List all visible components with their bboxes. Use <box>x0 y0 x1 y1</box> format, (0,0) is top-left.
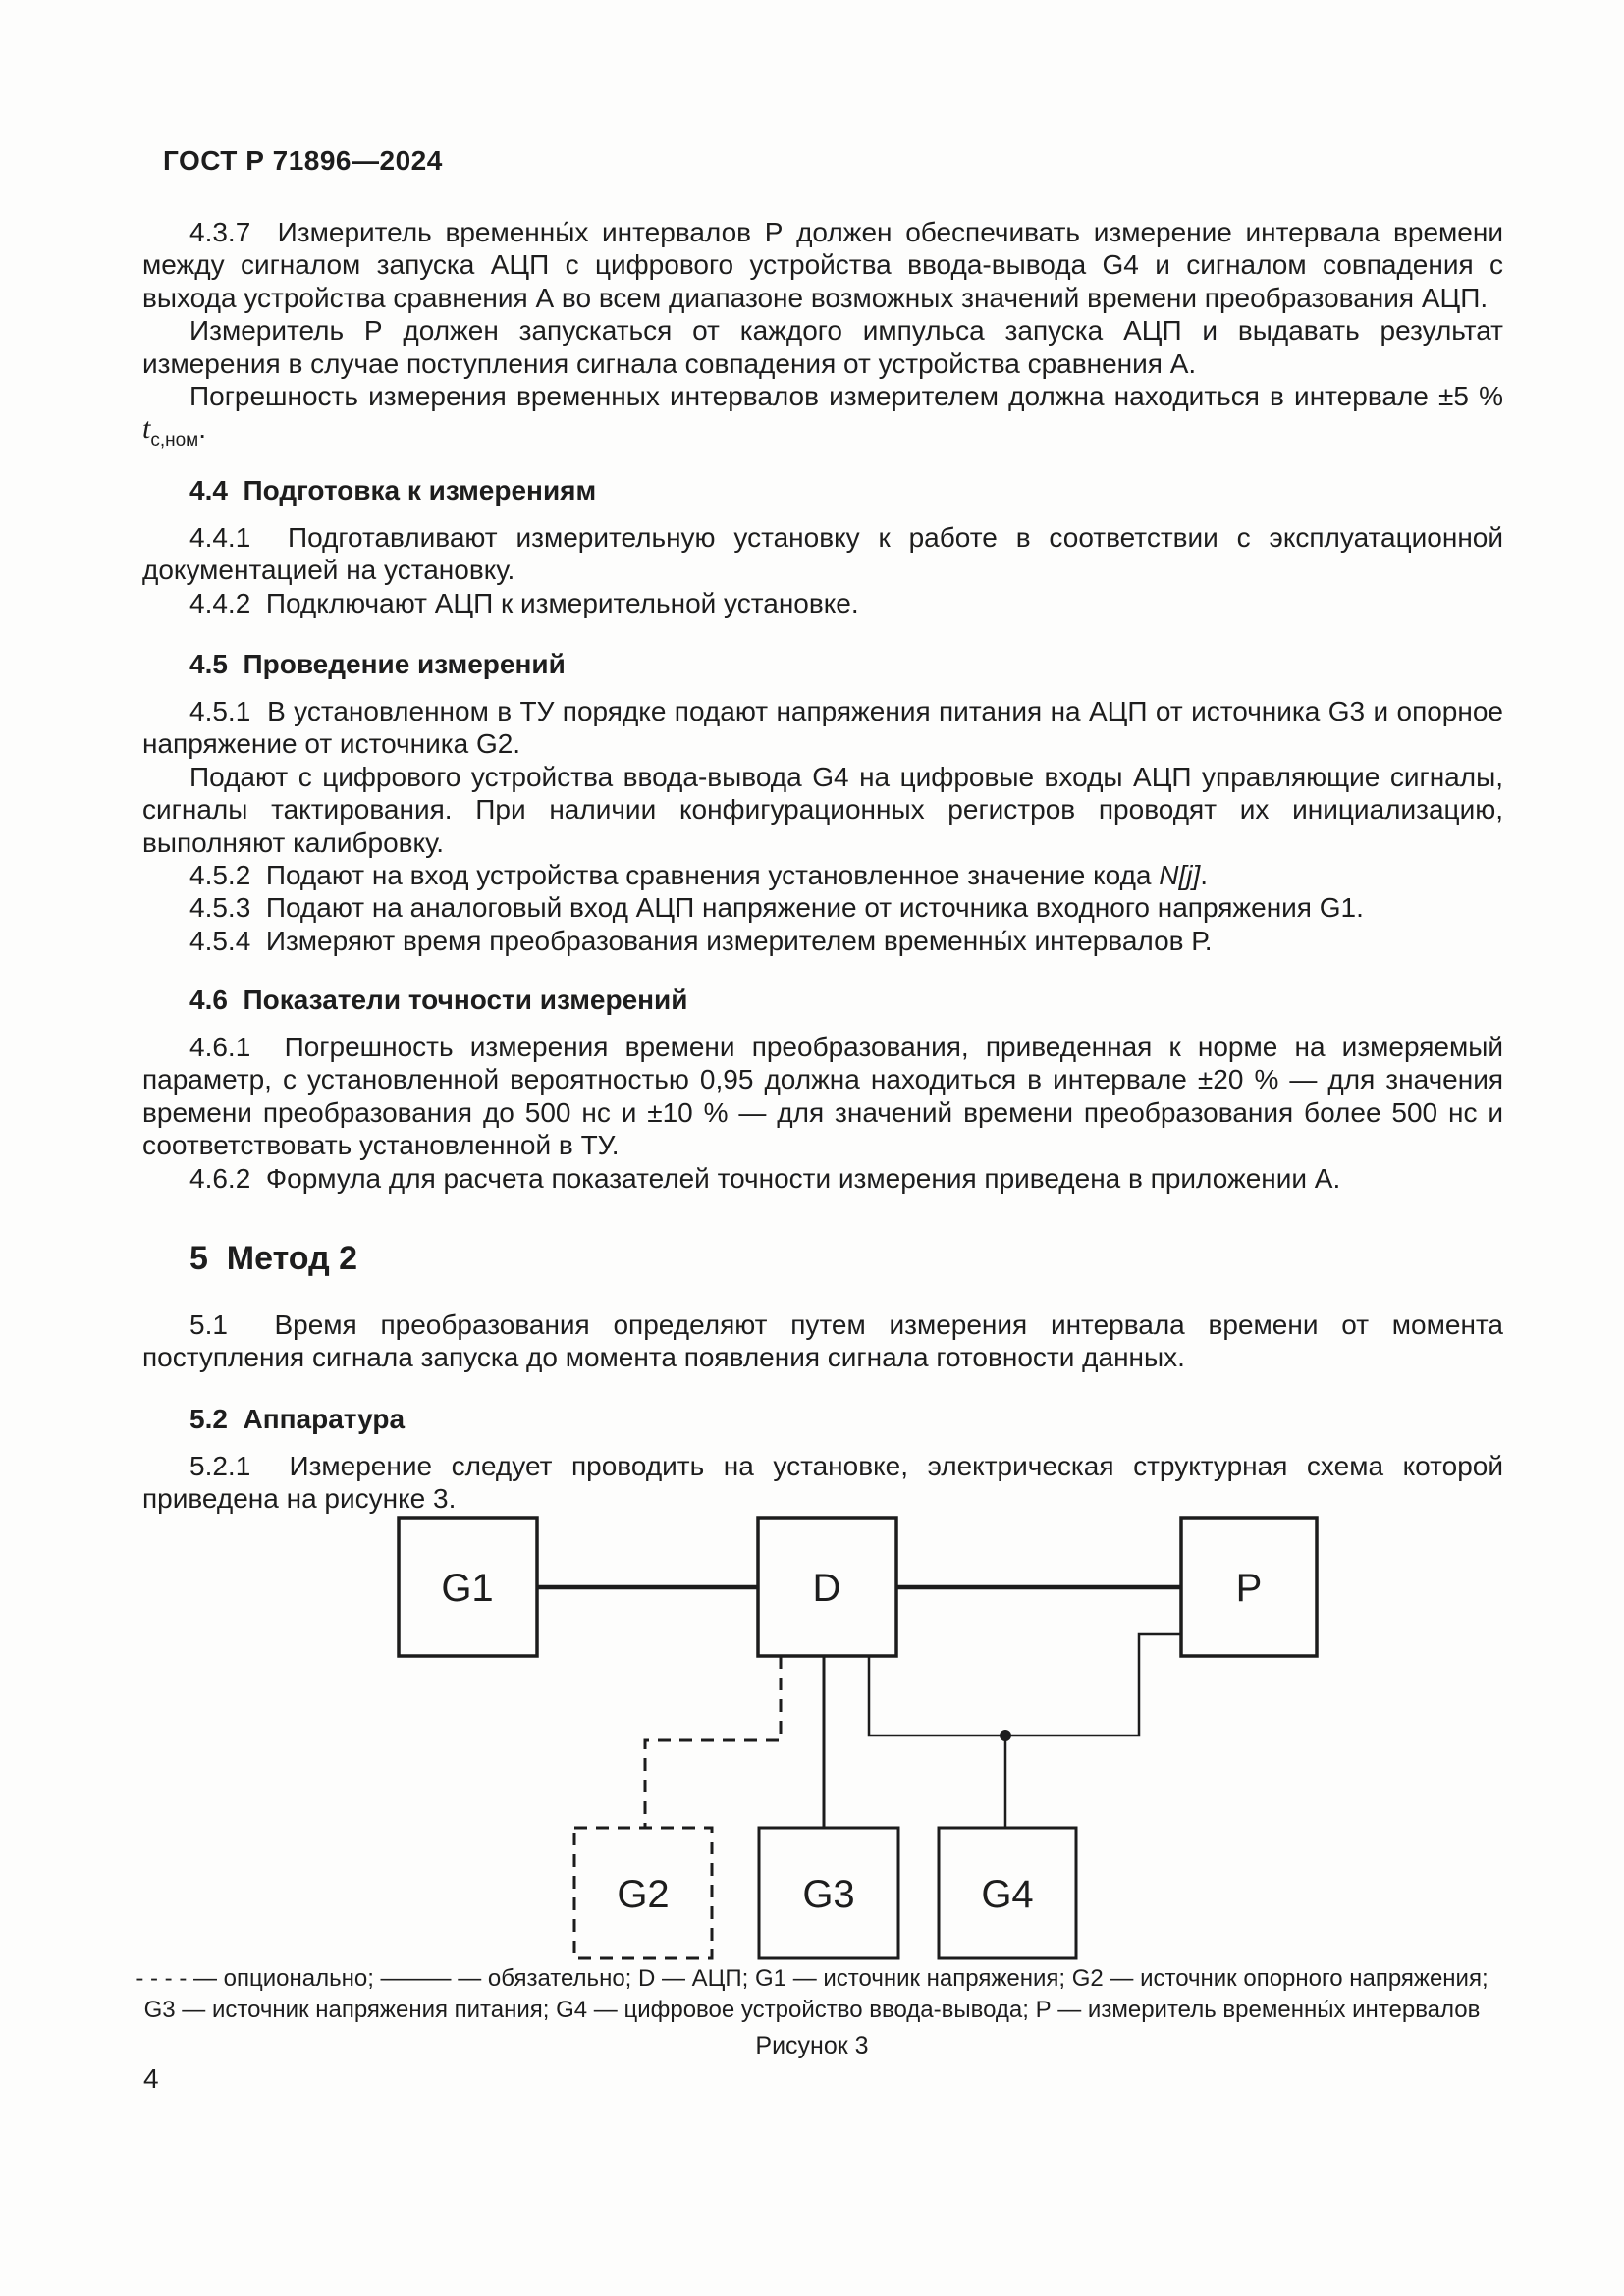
t-subscript: с,ном <box>150 430 199 452</box>
heading-4-5: 4.5 Проведение измерений <box>189 649 566 679</box>
label-p: Р <box>1235 1567 1263 1610</box>
accuracy-text: Погрешность измерения временных интервалов измерителем должна находиться в интервале ±5 % <box>189 381 1503 412</box>
section-4-5 <box>142 695 1503 957</box>
paragraph-4-3-7: 4.3.7 Измеритель временны́х интервалов Р должен обеспечивать измерение интервала времени между сигналом запуска АЦП с цифрового устройства ввода-вывода G4 и сигналом совпадения с выхода устройства сравнения А во всем диапазоне возможных значений времени преобразования АЦП. <box>142 217 1503 313</box>
paragraph-5-2-1: 5.2.1 Измерение следует проводить на установке, электрическая структурная схема которой приведена на рисунке 3. <box>142 1451 1503 1515</box>
heading-5: 5 Метод 2 <box>189 1240 358 1277</box>
heading-4-4: 4.4 Подготовка к измерениям <box>189 475 597 506</box>
period: . <box>198 413 207 445</box>
heading-4-6: 4.6 Показатели точности измерений <box>189 985 688 1015</box>
figure-caption-line-1: - - - - — опционально; ——— — обязательно; D — АЦП; G1 — источник напряжения; G2 — источник опорного напряжения; <box>135 1965 1489 1992</box>
t-variable: t <box>142 412 151 446</box>
label-g1: G1 <box>441 1567 494 1610</box>
junction-dot <box>1000 1730 1011 1741</box>
paragraph-4-5-3: 4.5.3 Подают на аналоговый вход АЦП напряжение от источника входного напряжения G1. <box>189 892 1364 924</box>
section-5-1 <box>142 1308 1503 1374</box>
paragraph-4-5-4: 4.5.4 Измеряют время преобразования измерителем временны́х интервалов Р. <box>189 925 1213 956</box>
connector-d-g4-p <box>869 1634 1181 1735</box>
document-designation: ГОСТ Р 71896—2024 <box>163 145 443 176</box>
figure-caption <box>125 1963 1499 2026</box>
section-4-6 <box>142 1031 1503 1195</box>
section-5-2 <box>142 1450 1503 1516</box>
n-j-variable: N[j] <box>1159 860 1201 891</box>
paragraph-4-3-7-cont: Измеритель Р должен запускаться от каждого импульса запуска АЦП и выдавать результат измерения в случае поступления сигнала совпадения от устройства сравнения А. <box>142 315 1503 379</box>
label-g4: G4 <box>981 1873 1034 1916</box>
paragraph-4-4-2: 4.4.2 Подключают АЦП к измерительной установке. <box>189 587 859 618</box>
heading-5-2: 5.2 Аппаратура <box>189 1404 406 1434</box>
figure-label: Рисунок 3 <box>755 2032 869 2059</box>
connector-d-g2-dashed <box>645 1656 781 1828</box>
section-4-4 <box>142 521 1503 619</box>
figure-3-diagram <box>0 1512 1624 1973</box>
paragraph-4-6-1: 4.6.1 Погрешность измерения времени преобразования, приведенная к норме на измеряемый параметр, с установленной вероятностью 0,95 должна находиться в интервале ±20 % — для значения времени преобразования до 500 нс и ±10 % — для значений времени преобразования более 500 нс и соответствовать установленной в ТУ. <box>142 1032 1503 1161</box>
paragraph-4-5-1-cont: Подают с цифрового устройства ввода-вывода G4 на цифровые входы АЦП управляющие сигналы, сигналы тактирования. При наличии конфигурационных регистров проводят их инициализацию, выполняют калибровку. <box>142 761 1503 858</box>
label-g2: G2 <box>617 1873 670 1916</box>
figure-caption-line-2: G3 — источник напряжения питания; G4 — цифровое устройство ввода-вывода; Р — измеритель временны́х интервалов <box>143 1997 1481 2023</box>
paragraph-4-6-2: 4.6.2 Формула для расчета показателей точности измерения приведена в приложении А. <box>189 1162 1341 1194</box>
section-4-3-7 <box>142 216 1503 452</box>
period: . <box>1200 860 1209 891</box>
p452-text: 4.5.2 Подают на вход устройства сравнения установленное значение кода <box>189 860 1160 891</box>
paragraph-5-1: 5.1 Время преобразования определяют путем измерения интервала времени от момента поступления сигнала запуска до момента появления сигнала готовности данных. <box>142 1309 1503 1373</box>
paragraph-4-4-1: 4.4.1 Подготавливают измерительную установку к работе в соответствии с эксплуатационной документацией на установку. <box>142 522 1503 586</box>
label-d: D <box>812 1567 841 1610</box>
paragraph-4-5-1: 4.5.1 В установленном в ТУ порядке подают напряжения питания на АЦП от источника G3 и опорное напряжение от источника G2. <box>142 696 1503 760</box>
label-g3: G3 <box>802 1873 855 1916</box>
paragraph-4-3-7-accuracy <box>142 380 1503 452</box>
page-number: 4 <box>143 2063 159 2094</box>
paragraph-4-5-2 <box>142 859 1503 891</box>
